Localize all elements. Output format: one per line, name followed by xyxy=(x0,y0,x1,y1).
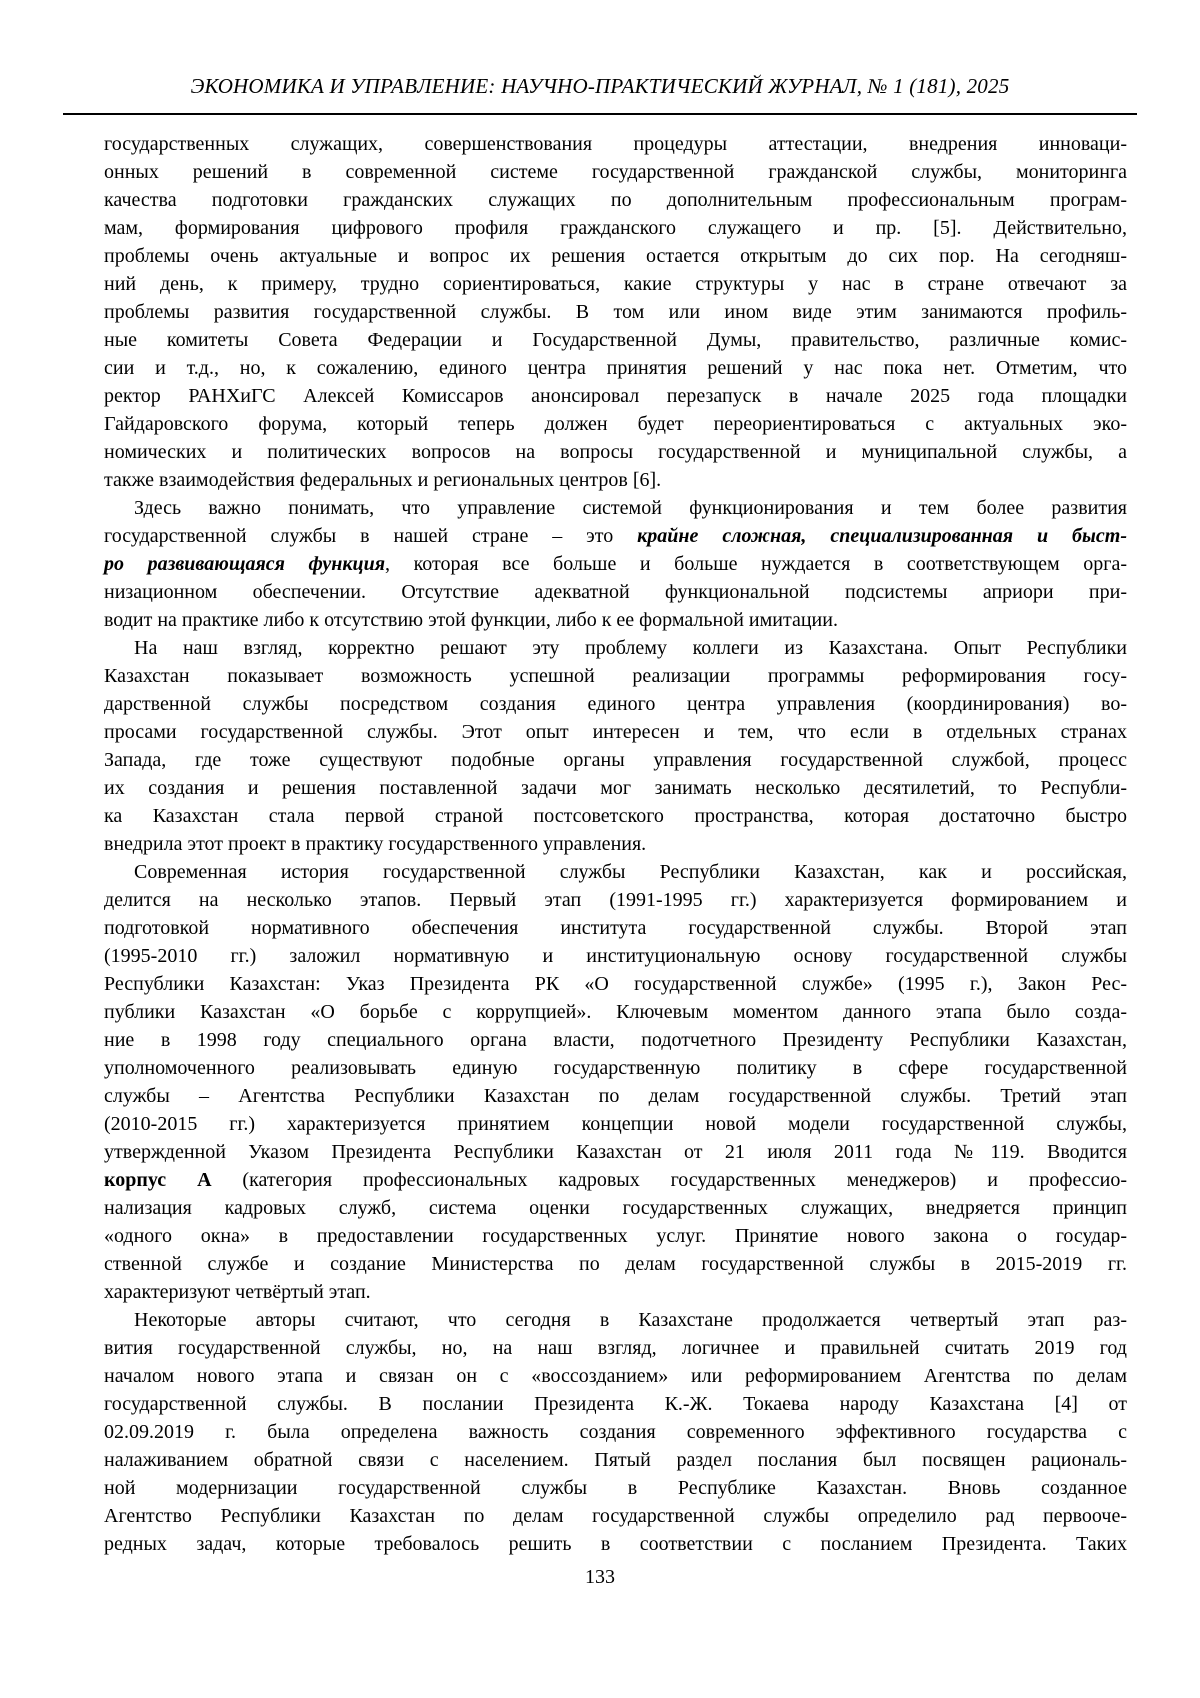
text-segment: государственной службы в нашей стране – это xyxy=(104,525,638,547)
text-line xyxy=(104,606,1127,634)
text-line xyxy=(104,1446,1127,1474)
text-segment: Агентство Республики Казахстан по делам государственной службы определило рад первооче- xyxy=(104,1505,1127,1527)
text-segment: ний день, к примеру, трудно сориентироваться, какие структуры у нас в стране отвечают за xyxy=(104,273,1127,295)
text-line xyxy=(104,662,1127,690)
text-line xyxy=(104,1194,1127,1222)
text-segment: Некоторые авторы считают, что сегодня в Казахстане продолжается четвертый этап раз- xyxy=(134,1309,1127,1331)
text-line xyxy=(104,130,1127,158)
text-segment: , которая все больше и больше нуждается в соответствующем орга- xyxy=(385,553,1127,575)
text-segment: мам, формирования цифрового профиля гражданского служащего и пр. [5]. Действительно, xyxy=(104,217,1127,239)
text-line xyxy=(104,1418,1127,1446)
text-line xyxy=(104,690,1127,718)
journal-header-title: ЭКОНОМИКА И УПРАВЛЕНИЕ: НАУЧНО-ПРАКТИЧЕСКИЙ ЖУРНАЛ, № 1 (181), 2025 xyxy=(190,74,1010,98)
text-line xyxy=(104,830,1127,858)
text-segment: низационном обеспечении. Отсутствие адекватной функциональной подсистемы априори при- xyxy=(104,581,1127,603)
text-line xyxy=(104,1278,1127,1306)
text-segment: ственной службе и создание Министерства по делам государственной службы в 2015-2019 гг. xyxy=(104,1253,1127,1275)
text-segment: 02.09.2019 г. была определена важность создания современного эффективного государства с xyxy=(104,1421,1127,1443)
text-segment: нализация кадровых служб, система оценки государственных служащих, внедряется принцип xyxy=(104,1197,1127,1219)
text-line xyxy=(104,1474,1127,1502)
text-segment: водит на практике либо к отсутствию этой функции, либо к ее формальной имитации. xyxy=(104,609,838,631)
text-segment: Здесь важно понимать, что управление системой функционирования и тем более развития xyxy=(134,497,1127,519)
text-segment: просами государственной службы. Этот опыт интересен и тем, что если в отдельных странах xyxy=(104,721,1127,743)
text-segment: (1995-2010 гг.) заложил нормативную и институциональную основу государственной службы xyxy=(104,945,1127,967)
text-segment: сии и т.д., но, к сожалению, единого центра принятия решений у нас пока нет. Отметим, что xyxy=(104,357,1127,379)
text-segment: качества подготовки гражданских служащих по дополнительным профессиональным програм- xyxy=(104,189,1127,211)
text-segment: дарственной службы посредством создания единого центра управления (координирования) во- xyxy=(104,693,1127,715)
text-segment: номических и политических вопросов на вопросы государственной и муниципальной службы, а xyxy=(104,441,1127,463)
text-line xyxy=(104,270,1127,298)
text-line xyxy=(104,774,1127,802)
text-segment: уполномоченного реализовывать единую государственную политику в сфере государственной xyxy=(104,1057,1127,1079)
text-segment: налаживанием обратной связи с населением. Пятый раздел послания был посвящен рациональ- xyxy=(104,1449,1127,1471)
text-line xyxy=(104,718,1127,746)
text-line xyxy=(104,158,1127,186)
text-segment: На наш взгляд, корректно решают эту проблему коллеги из Казахстана. Опыт Республики xyxy=(134,637,1127,659)
text-line xyxy=(104,914,1127,942)
text-segment: Запада, где тоже существуют подобные органы управления государственной службой, процесс xyxy=(104,749,1127,771)
text-line xyxy=(104,970,1127,998)
text-line xyxy=(104,942,1127,970)
paragraph xyxy=(104,634,1127,858)
text-line xyxy=(104,1334,1127,1362)
text-segment: ной модернизации государственной службы в Республике Казахстан. Вновь созданное xyxy=(104,1477,1127,1499)
text-segment: утвержденной Указом Президента Республики Казахстан от 21 июля 2011 года №119. Вводится xyxy=(104,1141,1127,1163)
text-line xyxy=(104,1110,1127,1138)
text-segment: ние в 1998 году специального органа власти, подотчетного Президенту Республики Казахстан, xyxy=(104,1029,1127,1051)
text-line xyxy=(104,1054,1127,1082)
text-line xyxy=(104,214,1127,242)
text-line xyxy=(104,242,1127,270)
text-segment: «одного окна» в предоставлении государственных услуг. Принятие нового закона о государ- xyxy=(104,1225,1127,1247)
text-segment: также взаимодействия федеральных и региональных центров [6]. xyxy=(104,469,662,491)
text-segment: редных задач, которые требовалось решить в соответствии с посланием Президента. Таких xyxy=(104,1533,1127,1555)
paragraph xyxy=(104,858,1127,1306)
text-segment: онных решений в современной системе государственной гражданской службы, мониторинга xyxy=(104,161,1127,183)
emphasis-text: корпус А xyxy=(104,1169,212,1191)
article-text xyxy=(104,130,1127,1558)
text-line xyxy=(104,1390,1127,1418)
text-line xyxy=(104,634,1127,662)
text-line xyxy=(104,746,1127,774)
text-line xyxy=(104,354,1127,382)
text-line xyxy=(104,326,1127,354)
text-segment: (категория профессиональных кадровых государственных менеджеров) и профессио- xyxy=(211,1169,1127,1191)
text-segment: делится на несколько этапов. Первый этап (1991-1995 гг.) характеризуется формированием и xyxy=(104,889,1127,911)
text-line xyxy=(104,1306,1127,1334)
text-segment: службы – Агентства Республики Казахстан по делам государственной службы. Третий этап xyxy=(104,1085,1127,1107)
paragraph xyxy=(104,1306,1127,1558)
text-segment: подготовкой нормативного обеспечения института государственной службы. Второй этап xyxy=(104,917,1127,939)
text-segment: ка Казахстан стала первой страной постсоветского пространства, которая достаточно быстро xyxy=(104,805,1127,827)
text-segment: государственной службы. В послании Президента К.-Ж. Токаева народу Казахстана [4] от xyxy=(104,1393,1127,1415)
text-segment: (2010-2015 гг.) характеризуется принятием концепции новой модели государственной службы, xyxy=(104,1113,1127,1135)
text-line xyxy=(104,998,1127,1026)
text-line xyxy=(104,886,1127,914)
text-line xyxy=(104,186,1127,214)
text-line xyxy=(104,410,1127,438)
text-segment: Республики Казахстан: Указ Президента РК «О государственной службе» (1995 г.), Закон Рес- xyxy=(104,973,1127,995)
page-number: 133 xyxy=(585,1566,615,1588)
text-line xyxy=(104,1166,1127,1194)
emphasis-text: ро развивающаяся функция xyxy=(104,553,386,575)
text-segment: ные комитеты Совета Федерации и Государственной Думы, правительство, различные комис- xyxy=(104,329,1127,351)
emphasis-text: крайне сложная, специализированная и быст- xyxy=(637,525,1127,547)
text-segment: проблемы развития государственной службы. В том или ином виде этим занимаются профиль- xyxy=(104,301,1127,323)
text-line xyxy=(104,298,1127,326)
text-segment: Гайдаровского форума, который теперь должен будет переориентироваться с актуальных эко- xyxy=(104,413,1127,435)
text-line xyxy=(104,1138,1127,1166)
text-segment: публики Казахстан «О борьбе с коррупцией». Ключевым моментом данного этапа было созда- xyxy=(104,1001,1127,1023)
paragraph xyxy=(104,494,1127,634)
text-line xyxy=(104,466,1127,494)
text-segment: характеризуют четвёртый этап. xyxy=(104,1281,371,1303)
text-line xyxy=(104,550,1127,578)
text-segment: Современная история государственной службы Республики Казахстан, как и российская, xyxy=(134,861,1127,883)
text-line xyxy=(104,1250,1127,1278)
text-line xyxy=(104,382,1127,410)
text-segment: проблемы очень актуальные и вопрос их решения остается открытым до сих пор. На сегодняш- xyxy=(104,245,1127,267)
text-line xyxy=(104,1082,1127,1110)
text-segment: государственных служащих, совершенствования процедуры аттестации, внедрения инноваци- xyxy=(104,133,1127,155)
text-line xyxy=(104,1530,1127,1558)
text-segment: вития государственной службы, но, на наш взгляд, логичнее и правильней считать 2019 год xyxy=(104,1337,1127,1359)
text-line xyxy=(104,438,1127,466)
text-line xyxy=(104,522,1127,550)
header-divider-rule xyxy=(63,113,1137,115)
text-line xyxy=(104,1362,1127,1390)
text-line xyxy=(104,494,1127,522)
text-segment: их создания и решения поставленной задачи мог занимать несколько десятилетий, то Республи- xyxy=(104,777,1127,799)
paragraph xyxy=(104,130,1127,494)
text-segment: началом нового этапа и связан он с «воссозданием» или реформированием Агентства по делам xyxy=(104,1365,1127,1387)
text-segment: Казахстан показывает возможность успешной реализации программы реформирования госу- xyxy=(104,665,1127,687)
text-segment: ректор РАНХиГС Алексей Комиссаров анонсировал перезапуск в начале 2025 года площадки xyxy=(104,385,1127,407)
text-line xyxy=(104,858,1127,886)
text-line xyxy=(104,1502,1127,1530)
text-segment: внедрила этот проект в практику государственного управления. xyxy=(104,833,647,855)
text-line xyxy=(104,578,1127,606)
text-line xyxy=(104,802,1127,830)
text-line xyxy=(104,1222,1127,1250)
text-line xyxy=(104,1026,1127,1054)
